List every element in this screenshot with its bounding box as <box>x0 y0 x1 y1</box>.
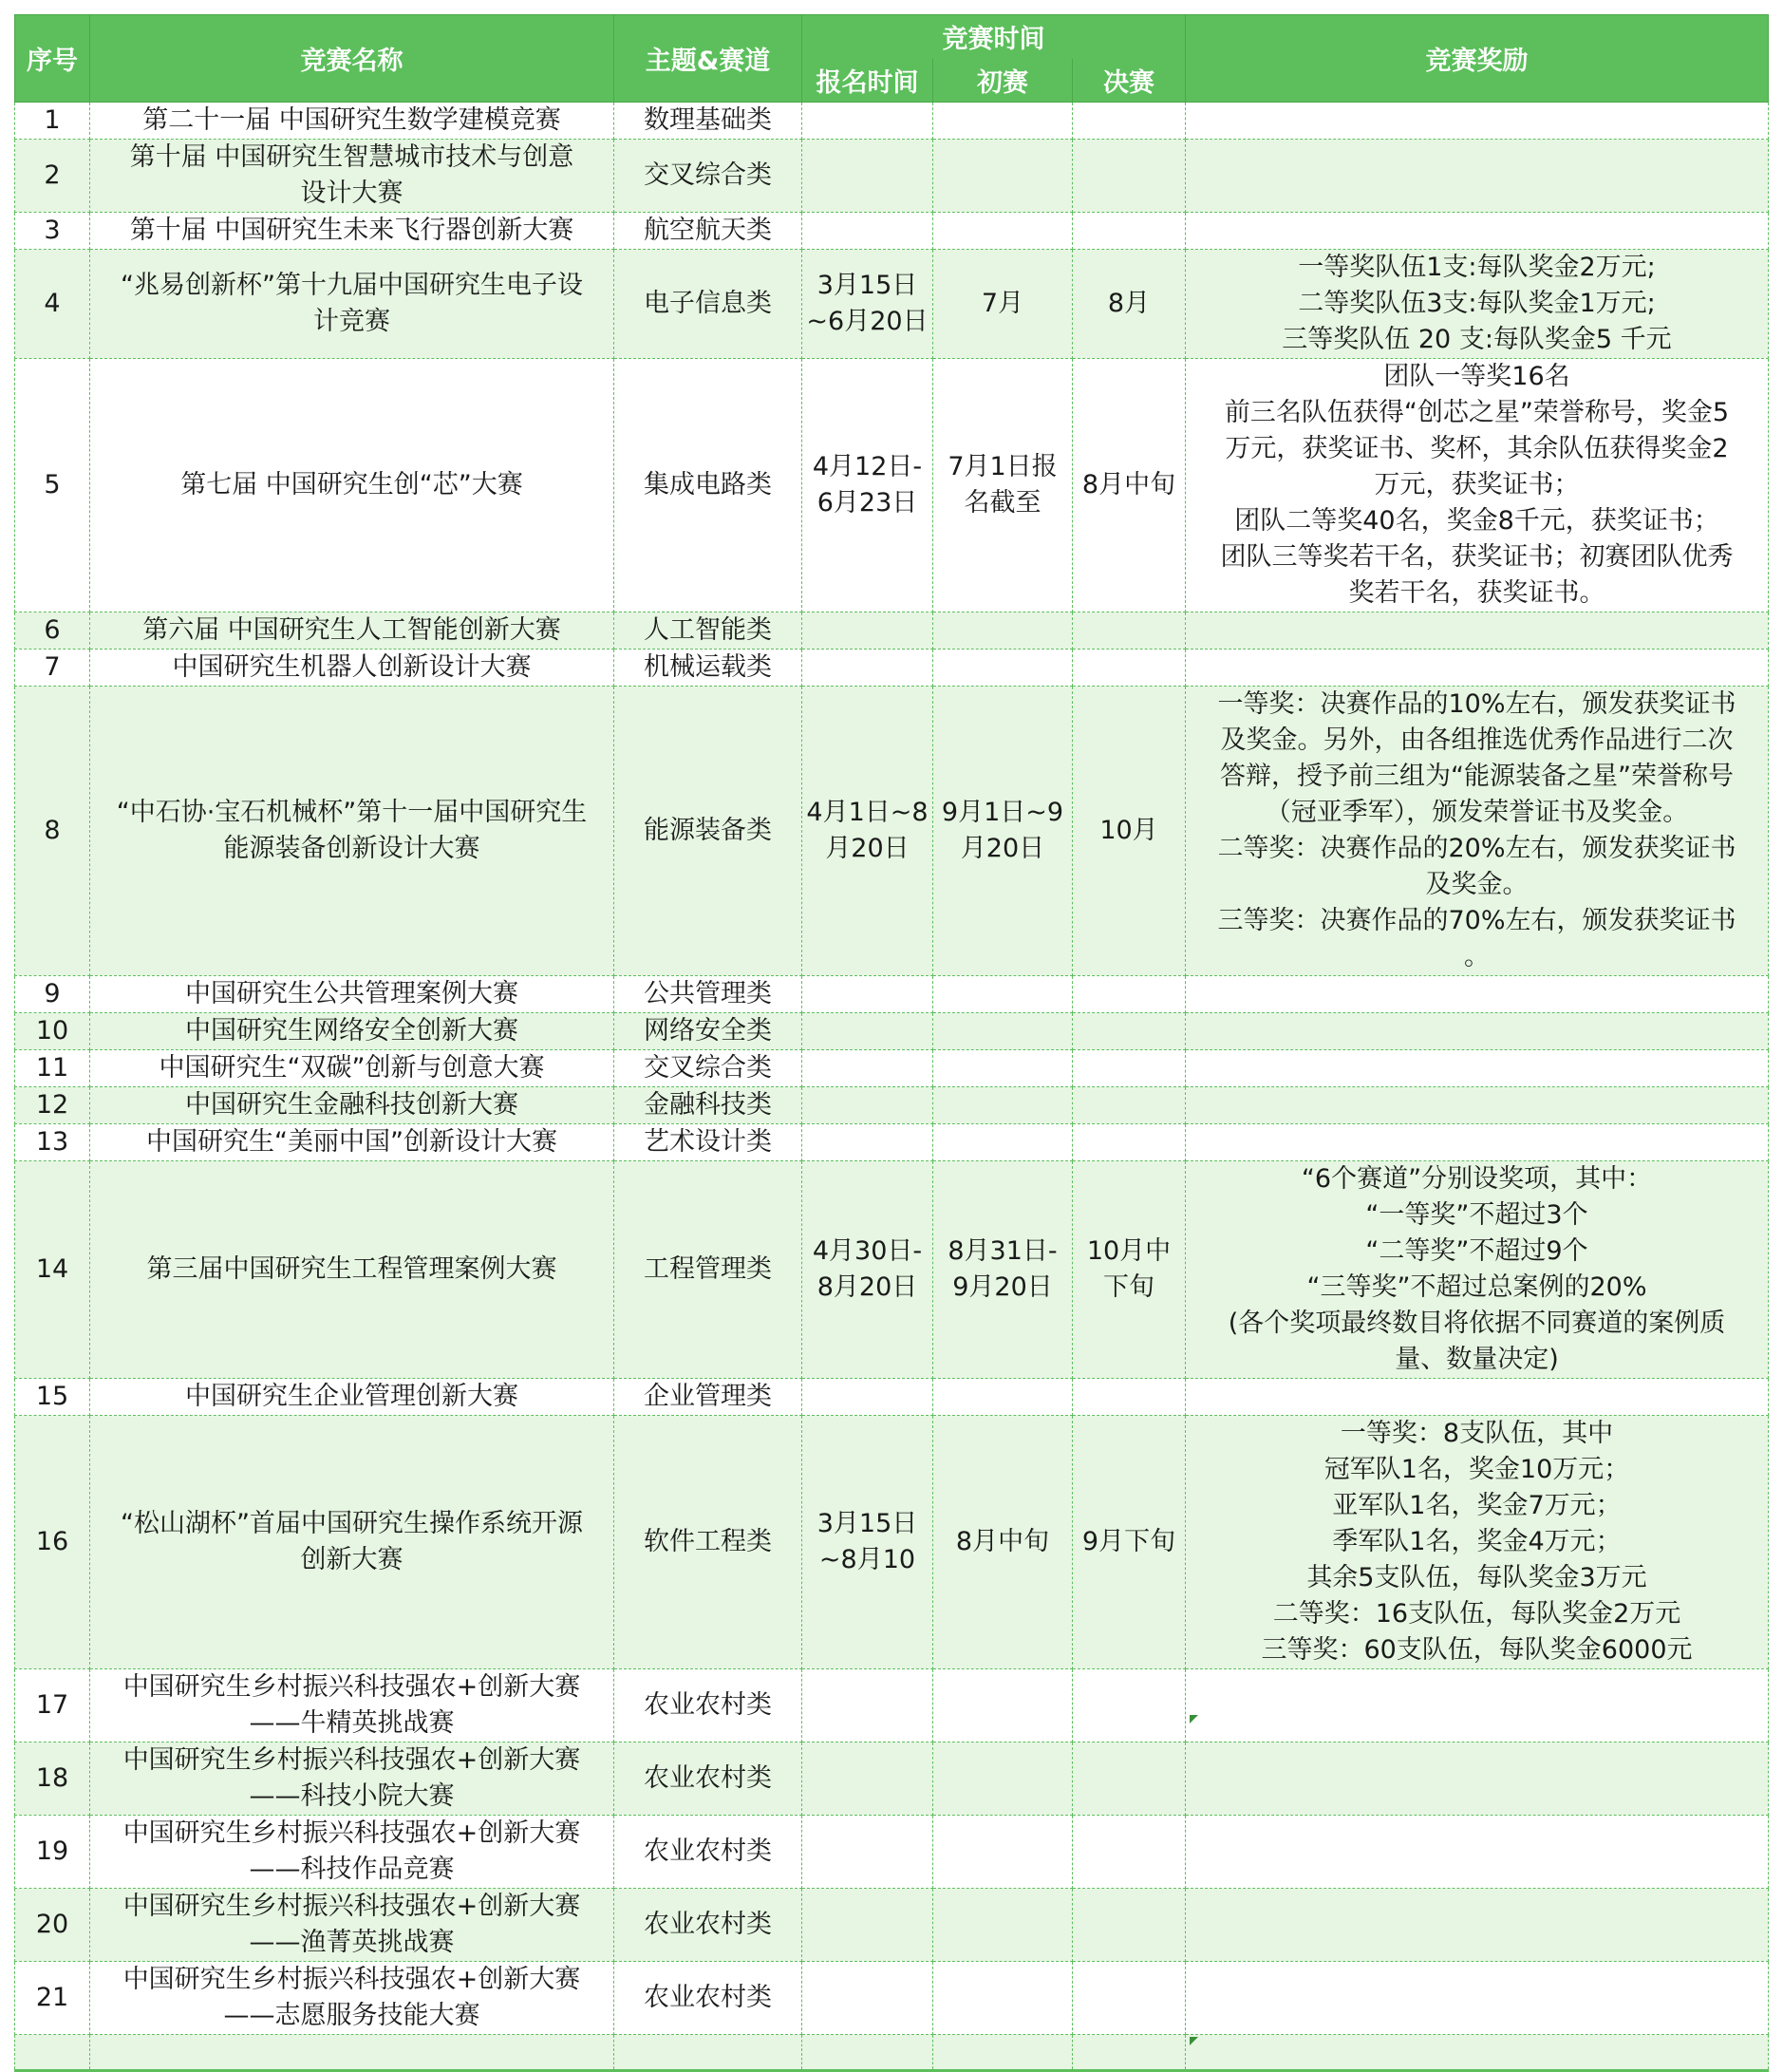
cell-prelim[interactable] <box>933 1962 1073 2035</box>
cell-signup[interactable] <box>802 1669 933 1742</box>
cell-index[interactable]: 8 <box>15 687 90 976</box>
cell-prelim[interactable]: 8月31日- 9月20日 <box>933 1161 1073 1379</box>
cell-signup[interactable] <box>802 1816 933 1889</box>
cell-final[interactable]: 10月中 下旬 <box>1073 1161 1186 1379</box>
cell-track[interactable]: 网络安全类 <box>614 1013 802 1050</box>
cell-prize[interactable]: 一等奖：决赛作品的10%左右，颁发获奖证书 及奖金。另外，由各组推选优秀作品进行二次 答辩，授予前三组为“能源装备之星”荣誉称号 （冠亚季军），颁发荣誉证书及奖金。 二等奖：决赛作品的20%左右，颁发获奖证书 及奖金。 三等奖：决赛作品的70%左右，颁发获奖证书 。 <box>1186 687 1769 976</box>
cell-track[interactable]: 能源装备类 <box>614 687 802 976</box>
cell-name[interactable]: 中国研究生乡村振兴科技强农+创新大赛 ——科技作品竞赛 <box>90 1816 614 1889</box>
cell-final[interactable] <box>1073 1124 1186 1161</box>
cell-index[interactable]: 2 <box>15 140 90 213</box>
cell-signup[interactable] <box>802 2035 933 2071</box>
cell-name[interactable]: 第二十一届 中国研究生数学建模竞赛 <box>90 103 614 140</box>
header-time-group[interactable]: 竞赛时间 <box>802 15 1186 59</box>
cell-prize[interactable] <box>1186 1050 1769 1087</box>
cell-track[interactable]: 农业农村类 <box>614 1816 802 1889</box>
cell-signup[interactable]: 3月15日 ~6月20日 <box>802 250 933 359</box>
cell-prelim[interactable] <box>933 1742 1073 1816</box>
table-row <box>15 1087 1769 1124</box>
cell-prelim[interactable] <box>933 1379 1073 1416</box>
cell-name[interactable]: 第十届 中国研究生智慧城市技术与创意 设计大赛 <box>90 140 614 213</box>
cell-final[interactable] <box>1073 1013 1186 1050</box>
cell-track[interactable]: 农业农村类 <box>614 1889 802 1962</box>
header-final[interactable]: 决赛 <box>1073 59 1186 103</box>
cell-index[interactable]: 20 <box>15 1889 90 1962</box>
cell-signup[interactable]: 4月30日- 8月20日 <box>802 1161 933 1379</box>
header-track[interactable]: 主题&赛道 <box>614 15 802 103</box>
table-row <box>15 250 1769 359</box>
cell-final[interactable] <box>1073 650 1186 687</box>
cell-signup[interactable]: 3月15日 ~8月10 <box>802 1416 933 1669</box>
cell-prize[interactable]: 团队一等奖16名 前三名队伍获得“创芯之星”荣誉称号，奖金5 万元，获奖证书、奖杯，其余队伍获得奖金2 万元，获奖证书； 团队二等奖40名，奖金8千元，获奖证书； 团队三等奖若干名，获奖证书；初赛团队优秀 奖若干名，获奖证书。 <box>1186 359 1769 612</box>
table-row <box>15 650 1769 687</box>
cell-index[interactable]: 3 <box>15 213 90 250</box>
cell-index[interactable]: 6 <box>15 612 90 650</box>
cell-prelim[interactable] <box>933 1889 1073 1962</box>
cell-final[interactable] <box>1073 140 1186 213</box>
cell-prize[interactable] <box>1186 1087 1769 1124</box>
cell-prize[interactable] <box>1186 103 1769 140</box>
cell-final[interactable] <box>1073 1889 1186 1962</box>
table-row <box>15 1416 1769 1669</box>
cell-final[interactable] <box>1073 1087 1186 1124</box>
header-name[interactable]: 竞赛名称 <box>90 15 614 103</box>
cell-final[interactable] <box>1073 1050 1186 1087</box>
competition-table <box>14 14 1769 2072</box>
cell-track[interactable]: 机械运载类 <box>614 650 802 687</box>
cell-name[interactable]: 中国研究生“双碳”创新与创意大赛 <box>90 1050 614 1087</box>
cell-final[interactable] <box>1073 2035 1186 2071</box>
cell-track[interactable]: 电子信息类 <box>614 250 802 359</box>
cell-index[interactable]: 18 <box>15 1742 90 1816</box>
cell-name[interactable]: 中国研究生“美丽中国”创新设计大赛 <box>90 1124 614 1161</box>
header-index[interactable]: 序号 <box>15 15 90 103</box>
cell-name[interactable]: 中国研究生网络安全创新大赛 <box>90 1013 614 1050</box>
header-prize[interactable]: 竞赛奖励 <box>1186 15 1769 103</box>
cell-name[interactable]: 第十届 中国研究生未来飞行器创新大赛 <box>90 213 614 250</box>
cell-final[interactable] <box>1073 1742 1186 1816</box>
cell-prelim[interactable] <box>933 2035 1073 2071</box>
cell-prelim[interactable] <box>933 213 1073 250</box>
cell-prelim[interactable]: 8月中旬 <box>933 1416 1073 1669</box>
cell-final[interactable] <box>1073 213 1186 250</box>
table-row <box>15 213 1769 250</box>
table-row <box>15 687 1769 976</box>
cell-prelim[interactable]: 7月 <box>933 250 1073 359</box>
cell-index[interactable]: 19 <box>15 1816 90 1889</box>
cell-prelim[interactable] <box>933 612 1073 650</box>
cell-track[interactable]: 软件工程类 <box>614 1416 802 1669</box>
cell-name[interactable]: 中国研究生乡村振兴科技强农+创新大赛 ——牛精英挑战赛 <box>90 1669 614 1742</box>
cell-final[interactable]: 10月 <box>1073 687 1186 976</box>
cell-prize[interactable] <box>1186 976 1769 1013</box>
cell-prelim[interactable] <box>933 650 1073 687</box>
cell-prelim[interactable] <box>933 976 1073 1013</box>
cell-prize[interactable] <box>1186 1379 1769 1416</box>
cell-prelim[interactable] <box>933 1669 1073 1742</box>
cell-index[interactable]: 21 <box>15 1962 90 2035</box>
table-row <box>15 1669 1769 1742</box>
cell-prize[interactable] <box>1186 213 1769 250</box>
cell-name[interactable]: 中国研究生金融科技创新大赛 <box>90 1087 614 1124</box>
header-prelim[interactable]: 初赛 <box>933 59 1073 103</box>
cell-prelim[interactable]: 7月1日报 名截至 <box>933 359 1073 612</box>
table-row <box>15 140 1769 213</box>
cell-signup[interactable] <box>802 650 933 687</box>
cell-prize[interactable] <box>1186 140 1769 213</box>
cell-signup[interactable] <box>802 976 933 1013</box>
table-row <box>15 1742 1769 1816</box>
header-signup[interactable]: 报名时间 <box>802 59 933 103</box>
cell-index[interactable]: 1 <box>15 103 90 140</box>
cell-prize[interactable] <box>1186 1013 1769 1050</box>
cell-index[interactable]: 16 <box>15 1416 90 1669</box>
cell-index[interactable]: 12 <box>15 1087 90 1124</box>
cell-prize[interactable] <box>1186 1816 1769 1889</box>
cell-prize[interactable] <box>1186 1742 1769 1816</box>
table-row <box>15 1816 1769 1889</box>
cell-index[interactable]: 14 <box>15 1161 90 1379</box>
cell-track[interactable] <box>614 2035 802 2071</box>
cell-name[interactable]: 第三届中国研究生工程管理案例大赛 <box>90 1161 614 1379</box>
cell-track[interactable]: 人工智能类 <box>614 612 802 650</box>
cell-track[interactable]: 工程管理类 <box>614 1161 802 1379</box>
cell-prize[interactable]: 一等奖队伍1支:每队奖金2万元; 二等奖队伍3支:每队奖金1万元; 三等奖队伍 20 支:每队奖金5 千元 <box>1186 250 1769 359</box>
cell-final[interactable] <box>1073 976 1186 1013</box>
cell-prize[interactable] <box>1186 2035 1769 2071</box>
cell-signup[interactable] <box>802 1962 933 2035</box>
cell-index[interactable]: 9 <box>15 976 90 1013</box>
cell-final[interactable] <box>1073 1379 1186 1416</box>
cell-prize[interactable] <box>1186 612 1769 650</box>
table-row <box>15 1962 1769 2035</box>
cell-signup[interactable] <box>802 103 933 140</box>
cell-prize[interactable] <box>1186 1124 1769 1161</box>
cell-name[interactable]: 第六届 中国研究生人工智能创新大赛 <box>90 612 614 650</box>
cell-prelim[interactable] <box>933 1050 1073 1087</box>
cell-index[interactable]: 17 <box>15 1669 90 1742</box>
cell-signup[interactable] <box>802 1742 933 1816</box>
table-row <box>15 359 1769 612</box>
cell-prize[interactable]: “6个赛道”分别设奖项，其中： “一等奖”不超过3个 “二等奖”不超过9个 “三等奖”不超过总案例的20% (各个奖项最终数目将依据不同赛道的案例质 量、数量决定) <box>1186 1161 1769 1379</box>
cell-prize[interactable] <box>1186 1962 1769 2035</box>
cell-track[interactable]: 交叉综合类 <box>614 1050 802 1087</box>
cell-comment-marker <box>1190 1715 1198 1724</box>
cell-signup[interactable] <box>802 213 933 250</box>
cell-index[interactable]: 10 <box>15 1013 90 1050</box>
cell-prelim[interactable] <box>933 1087 1073 1124</box>
cell-name[interactable]: “松山湖杯”首届中国研究生操作系统开源 创新大赛 <box>90 1416 614 1669</box>
cell-final[interactable] <box>1073 1816 1186 1889</box>
cell-final[interactable] <box>1073 103 1186 140</box>
cell-name[interactable]: 中国研究生企业管理创新大赛 <box>90 1379 614 1416</box>
cell-signup[interactable] <box>802 140 933 213</box>
cell-prize[interactable]: 一等奖：8支队伍，其中 冠军队1名，奖金10万元； 亚军队1名，奖金7万元； 季军队1名，奖金4万元； 其余5支队伍，每队奖金3万元 二等奖：16支队伍，每队奖金2万元 三等奖：60支队伍，每队奖金6000元 <box>1186 1416 1769 1669</box>
table-row <box>15 1050 1769 1087</box>
cell-prelim[interactable] <box>933 140 1073 213</box>
cell-comment-marker <box>1190 2037 1198 2045</box>
table-row <box>15 1379 1769 1416</box>
table-row <box>15 1013 1769 1050</box>
cell-final[interactable] <box>1073 612 1186 650</box>
cell-index[interactable]: 11 <box>15 1050 90 1087</box>
table-row <box>15 1161 1769 1379</box>
cell-prelim[interactable] <box>933 1013 1073 1050</box>
cell-prize[interactable] <box>1186 1889 1769 1962</box>
cell-signup[interactable] <box>802 1050 933 1087</box>
table-body <box>15 103 1769 2071</box>
cell-track[interactable]: 农业农村类 <box>614 1962 802 2035</box>
cell-track[interactable]: 公共管理类 <box>614 976 802 1013</box>
cell-signup[interactable] <box>802 1889 933 1962</box>
cell-final[interactable]: 8月 <box>1073 250 1186 359</box>
cell-final[interactable] <box>1073 1669 1186 1742</box>
cell-name[interactable]: 中国研究生机器人创新设计大赛 <box>90 650 614 687</box>
cell-name[interactable]: “中石协·宝石机械杯”第十一届中国研究生 能源装备创新设计大赛 <box>90 687 614 976</box>
cell-final[interactable]: 9月下旬 <box>1073 1416 1186 1669</box>
table-row <box>15 1124 1769 1161</box>
cell-index[interactable]: 4 <box>15 250 90 359</box>
cell-prelim[interactable] <box>933 1816 1073 1889</box>
cell-track[interactable]: 航空航天类 <box>614 213 802 250</box>
cell-signup[interactable] <box>802 1379 933 1416</box>
cell-name[interactable]: 中国研究生乡村振兴科技强农+创新大赛 ——渔菁英挑战赛 <box>90 1889 614 1962</box>
table-row <box>15 2035 1769 2071</box>
cell-prize[interactable] <box>1186 650 1769 687</box>
cell-index[interactable]: 5 <box>15 359 90 612</box>
cell-track[interactable]: 艺术设计类 <box>614 1124 802 1161</box>
cell-name[interactable]: 中国研究生乡村振兴科技强农+创新大赛 ——科技小院大赛 <box>90 1742 614 1816</box>
cell-track[interactable]: 农业农村类 <box>614 1742 802 1816</box>
cell-name[interactable]: 中国研究生公共管理案例大赛 <box>90 976 614 1013</box>
cell-signup[interactable] <box>802 612 933 650</box>
table-row <box>15 103 1769 140</box>
cell-prelim[interactable]: 9月1日~9 月20日 <box>933 687 1073 976</box>
cell-index[interactable] <box>15 2035 90 2071</box>
cell-track[interactable]: 集成电路类 <box>614 359 802 612</box>
cell-final[interactable]: 8月中旬 <box>1073 359 1186 612</box>
cell-prelim[interactable] <box>933 103 1073 140</box>
cell-signup[interactable] <box>802 1087 933 1124</box>
cell-track[interactable]: 金融科技类 <box>614 1087 802 1124</box>
cell-track[interactable]: 交叉综合类 <box>614 140 802 213</box>
table-row <box>15 976 1769 1013</box>
cell-name[interactable]: 第七届 中国研究生创“芯”大赛 <box>90 359 614 612</box>
cell-name[interactable]: “兆易创新杯”第十九届中国研究生电子设 计竞赛 <box>90 250 614 359</box>
cell-signup[interactable]: 4月1日~8 月20日 <box>802 687 933 976</box>
cell-signup[interactable] <box>802 1124 933 1161</box>
cell-track[interactable]: 数理基础类 <box>614 103 802 140</box>
cell-track[interactable]: 农业农村类 <box>614 1669 802 1742</box>
cell-track[interactable]: 企业管理类 <box>614 1379 802 1416</box>
cell-signup[interactable] <box>802 1013 933 1050</box>
cell-index[interactable]: 13 <box>15 1124 90 1161</box>
cell-name[interactable]: 中国研究生乡村振兴科技强农+创新大赛 ——志愿服务技能大赛 <box>90 1962 614 2035</box>
table-header <box>15 15 1769 103</box>
cell-name[interactable] <box>90 2035 614 2071</box>
cell-final[interactable] <box>1073 1962 1186 2035</box>
cell-prize[interactable] <box>1186 1669 1769 1742</box>
cell-index[interactable]: 7 <box>15 650 90 687</box>
table-row <box>15 1889 1769 1962</box>
table-row <box>15 612 1769 650</box>
cell-prelim[interactable] <box>933 1124 1073 1161</box>
cell-signup[interactable]: 4月12日- 6月23日 <box>802 359 933 612</box>
cell-index[interactable]: 15 <box>15 1379 90 1416</box>
